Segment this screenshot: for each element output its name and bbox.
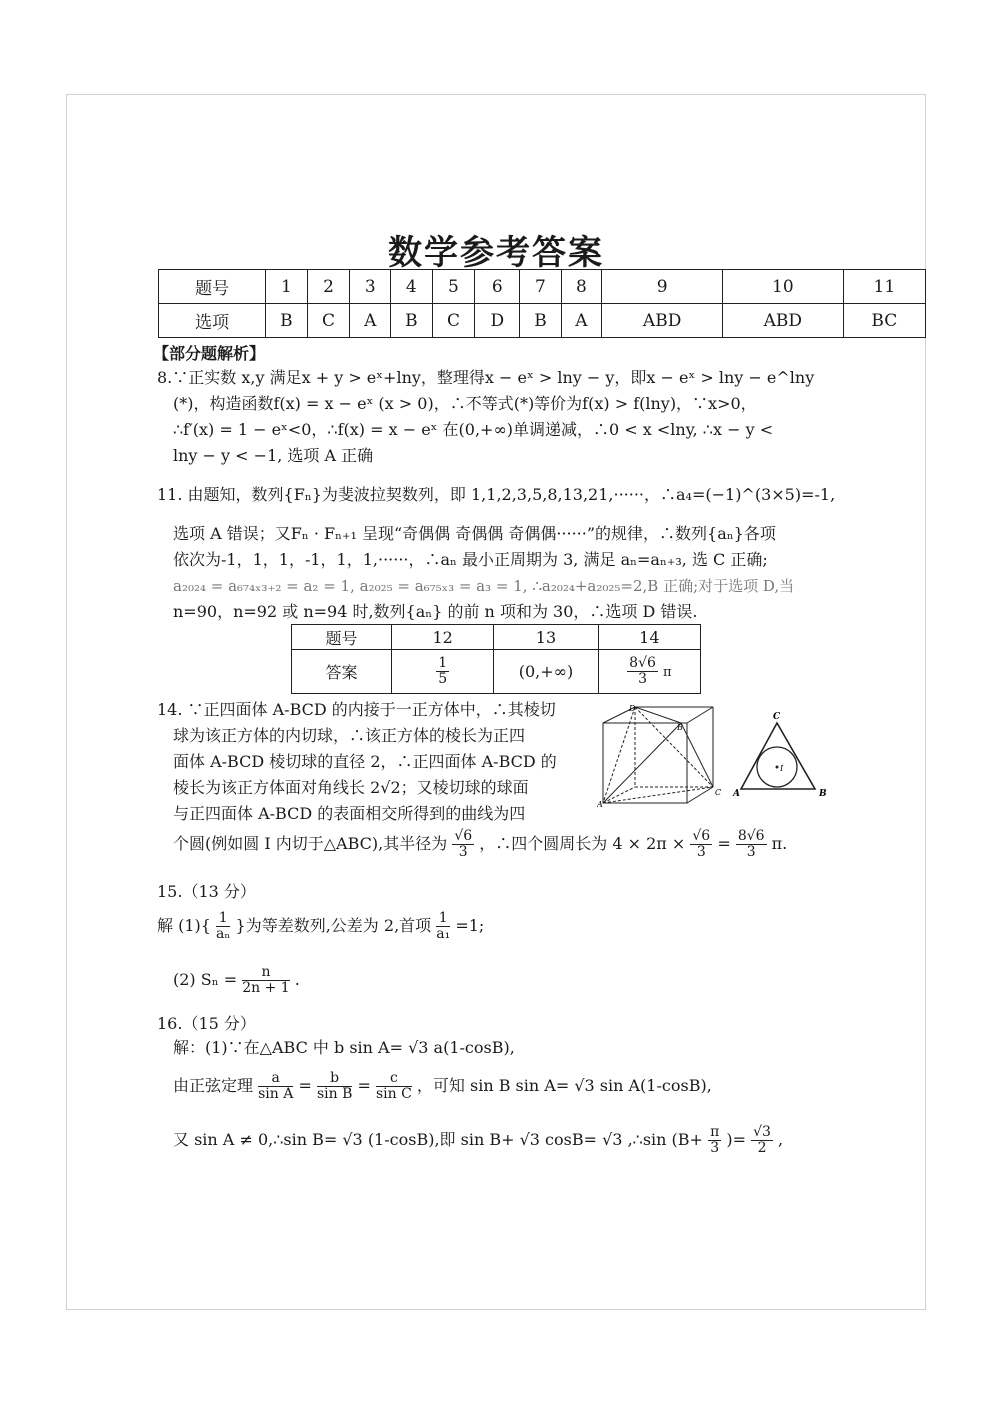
answer-table-row-options [159, 304, 926, 338]
q15-heading: 15.（13 分） [157, 882, 256, 901]
cube-label: A [597, 800, 603, 807]
q16-line-3: 又 sin A ≠ 0,∴sin B= √3 (1-cosB),即 sin B+ √3 cosB= √3 ,∴sin (B+ $\frac{\pi}{3}$ )= $\frac{√3}{2}$ , [173, 1124, 784, 1156]
fraction: $\frac{1}{\text{a₁}}$ [436, 910, 451, 942]
answer-table [158, 269, 926, 338]
table-cell: 3 [350, 270, 391, 304]
table-cell: 1 [266, 270, 307, 304]
section-heading: 【部分题解析】 [153, 344, 266, 363]
table-cell: BC [843, 304, 925, 338]
q16-heading: 16.（15 分） [157, 1014, 256, 1033]
table-cell: 题号 [159, 270, 266, 304]
q15-line-2: (2) Sₙ = $\frac{n}{2n + 1}$ . [173, 964, 300, 996]
table-cell: 12 [392, 625, 494, 650]
table-cell: ABD [722, 304, 843, 338]
triangle-label: C [773, 712, 781, 722]
q8-line-4: lny − y < −1, 选项 A 正确 [173, 446, 374, 465]
fill-table-row-numbers [292, 625, 701, 650]
fraction: $\frac{\pi}{3}$ [710, 1124, 720, 1156]
table-cell: 13 [494, 625, 598, 650]
table-cell: A [561, 304, 602, 338]
q14-line-1: 14. ∵正四面体 A-BCD 的内接于一正方体中，∴其棱切 [157, 700, 556, 719]
answer-14: $\frac{8√6}{3}$ π [598, 650, 700, 694]
fraction: $\frac{b}{\text{sin B}}$ [316, 1070, 353, 1102]
q11-line-2: 选项 A 错误；又Fₙ · Fₙ₊₁ 呈现“奇偶偶 奇偶偶 奇偶偶······”的规律，∴数列{aₙ}各项 [173, 524, 776, 543]
table-cell: A [350, 304, 391, 338]
table-cell: 选项 [159, 304, 266, 338]
table-cell: 10 [722, 270, 843, 304]
table-cell: 5 [432, 270, 475, 304]
cube-tetrahedron-figure [597, 703, 725, 807]
table-cell: C [307, 304, 350, 338]
document-page [66, 94, 926, 1310]
q14-line-2: 球为该正方体的内切球，∴该正方体的棱长为正四 [173, 726, 526, 745]
fraction: $\frac{√3}{2}$ [753, 1124, 771, 1156]
q8-line-1: 8.∵正实数 x,y 满足x + y > eˣ+lny，整理得x − eˣ > lny − y，即x − eˣ > lny − e^lny [157, 368, 815, 387]
answer-table-row-numbers [159, 270, 926, 304]
q11-line-3: 依次为-1，1，1，-1，1，1,······，∴aₙ 最小正周期为 3, 满足 aₙ=aₙ₊₃, 选 C 正确; [173, 550, 768, 569]
cube-label: D [629, 704, 636, 713]
table-cell: B [520, 304, 561, 338]
table-cell: 答案 [292, 650, 392, 694]
table-cell: B [266, 304, 307, 338]
table-cell: 题号 [292, 625, 392, 650]
q16-line-2: 由正弦定理 $\frac{a}{\text{sin A}}$ = $\frac{b}{\text{sin B}}$ = $\frac{c}{\text{sin C}}$ ，可知 sin B sin A= √3 sin A(1-cosB), [173, 1070, 712, 1102]
fraction: $\frac{√6}{3}$ [692, 828, 711, 860]
q8-line-3: ∴f′(x) = 1 − eˣ<0，∴f(x) = x − eˣ 在(0,+∞)单调递减，∴0 < x <lny, ∴x − y < [173, 420, 774, 439]
cube-label: C [715, 788, 722, 797]
fraction: $\frac{a}{\text{sin A}}$ [258, 1070, 294, 1102]
q16-line-1: 解：(1)∵在△ABC 中 b sin A= √3 a(1-cosB), [173, 1038, 515, 1057]
triangle-incircle-figure [731, 709, 835, 801]
table-cell: C [432, 304, 475, 338]
q14-line-3: 面体 A-BCD 棱切球的直径 2，∴正四面体 A-BCD 的 [173, 752, 557, 771]
fraction: $\frac{8√6}{3}$ [629, 655, 656, 687]
table-cell: 2 [307, 270, 350, 304]
q14-line-4: 棱长为该正方体面对角线长 2√2；又棱切球的球面 [173, 778, 529, 797]
fraction: $\frac{8√6}{3}$ [737, 828, 765, 860]
table-cell: 4 [391, 270, 432, 304]
table-cell: 14 [598, 625, 700, 650]
table-cell: 6 [475, 270, 520, 304]
table-cell: B [391, 304, 432, 338]
fraction: $\frac{n}{2n + 1}$ [242, 964, 290, 996]
table-cell: ABD [602, 304, 723, 338]
answer-13: (0,+∞) [494, 650, 598, 694]
q14-line-5: 与正四面体 A-BCD 的表面相交所得到的曲线为四 [173, 804, 526, 823]
q11-line-1: 11. 由题知，数列{Fₙ}为斐波拉契数列，即 1,1,2,3,5,8,13,21,······，∴a₄=(−1)^(3×5)=-1, [157, 485, 836, 504]
table-cell: 8 [561, 270, 602, 304]
fraction: $\frac{1}{\text{aₙ}}$ [216, 910, 231, 942]
fraction: $\frac{√6}{3}$ [454, 828, 473, 860]
fill-table-row-answers [292, 650, 701, 694]
fraction: $\frac{c}{\text{sin C}}$ [375, 1070, 412, 1102]
q11-line-5: n=90，n=92 或 n=94 时,数列{aₙ} 的前 n 项和为 30，∴选项 D 错误. [173, 602, 698, 621]
table-cell: 11 [843, 270, 925, 304]
triangle-label: A [733, 789, 740, 799]
table-cell: 7 [520, 270, 561, 304]
fill-answer-table [291, 624, 701, 694]
q11-line-4: a₂₀₂₄ = a₆₇₄ₓ₃₊₂ = a₂ = 1, a₂₀₂₅ = a₆₇₅ₓ₃ = a₃ = 1, ∴a₂₀₂₄+a₂₀₂₅=2,B 正确;对于选项 D,当 [173, 577, 795, 595]
q14-line-6: 个圆(例如圆 I 内切于△ABC),其半径为 $\frac{√6}{3}$ ，∴四个圆周长为 4 × 2π × $\frac{√6}{3}$ = $\frac{8√6}{3}$ π. [173, 828, 788, 860]
triangle-label: I [780, 764, 784, 773]
table-cell: D [475, 304, 520, 338]
table-cell: 9 [602, 270, 723, 304]
page-title: 数学参考答案 [388, 233, 604, 273]
triangle-label: B [819, 789, 827, 799]
q15-line-1: 解 (1){ $\frac{1}{\text{aₙ}}$ }为等差数列,公差为 2,首项 $\frac{1}{\text{a₁}}$ =1; [157, 910, 485, 942]
q8-line-2: (*)，构造函数f(x) = x − eˣ (x > 0)，∴不等式(*)等价为f(x) > f(lny)，∵x>0， [173, 394, 757, 413]
cube-label: B [677, 723, 683, 732]
answer-12 [392, 650, 494, 694]
fraction: $\frac{1}{5}$ [438, 655, 448, 687]
